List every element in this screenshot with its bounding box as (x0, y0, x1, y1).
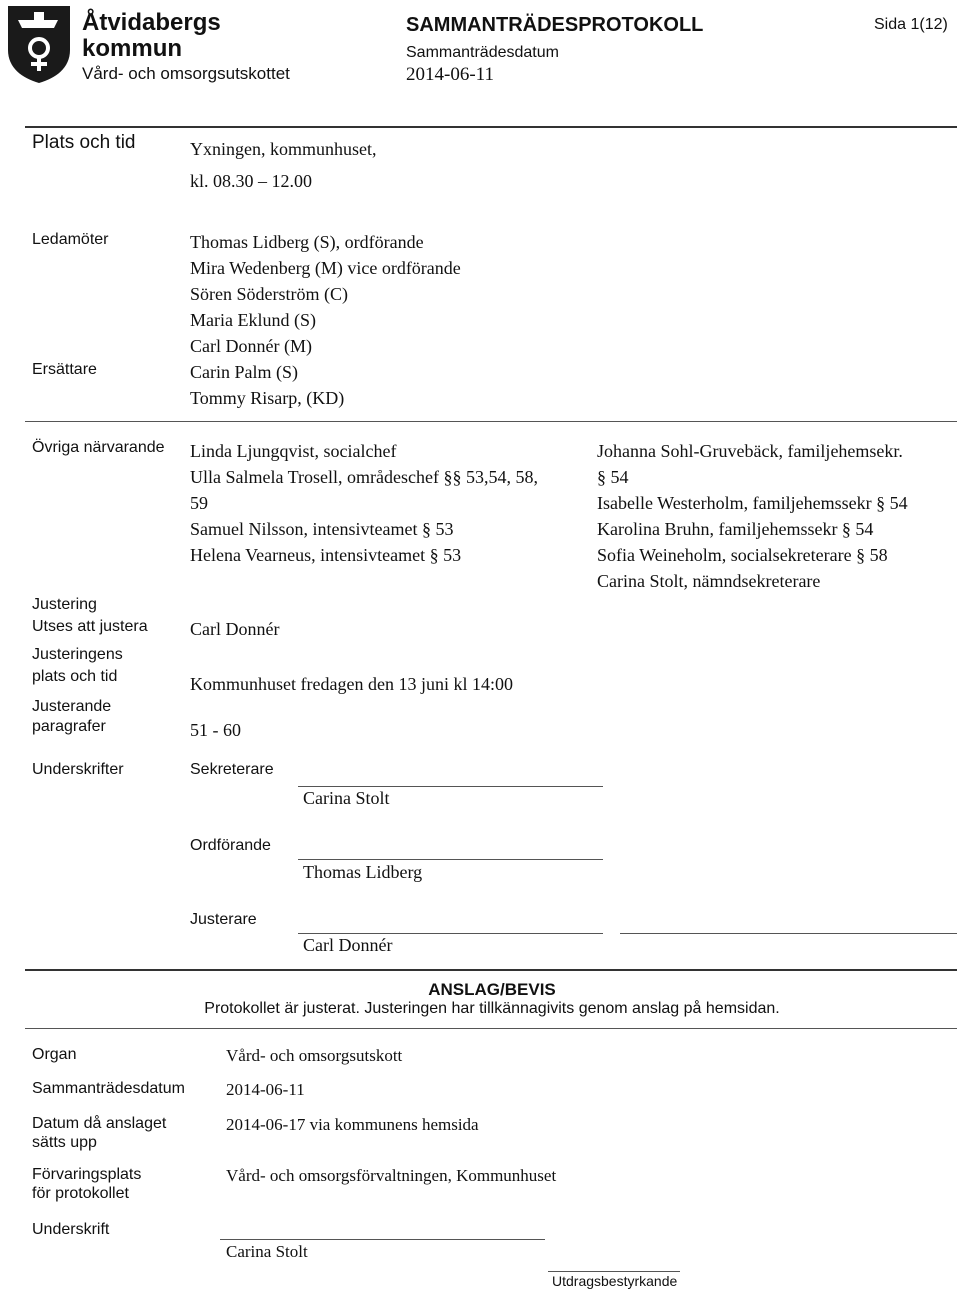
signatures-divider (25, 969, 957, 971)
chair-name: Thomas Lidberg (303, 862, 423, 882)
others-column-1 (190, 438, 538, 568)
member-list (190, 229, 461, 411)
notice-date-value: 2014-06-11 (226, 1080, 305, 1099)
time-line: kl. 08.30 – 12.00 (190, 171, 313, 191)
notice-divider (25, 1028, 957, 1029)
notice-signature-name: Carina Stolt (226, 1242, 308, 1261)
member-name: Maria Eklund (S) (190, 310, 316, 330)
member-name: Sören Söderström (C) (190, 284, 348, 304)
doc-title: SAMMANTRÄDESPROTOKOLL (406, 14, 704, 36)
attendee: Sofia Weineholm, socialsekreterare § 58 (597, 545, 888, 565)
committee-name: Vård- och omsorgsutskottet (82, 64, 290, 83)
header-date-value: 2014-06-11 (406, 64, 494, 85)
attendee: Carina Stolt, nämndsekreterare (597, 571, 821, 591)
secretary-name: Carina Stolt (303, 788, 390, 808)
chair-signature-line (298, 859, 603, 860)
org-name-line1: Åtvidabergs (82, 9, 221, 36)
adjuster-signature-line (298, 933, 603, 934)
organ-label: Organ (32, 1046, 77, 1063)
members-label: Ledamöter (32, 231, 109, 248)
member-name: Carl Donnér (M) (190, 336, 312, 356)
place-line-1: Yxningen, kommunhuset, (190, 139, 377, 159)
attendee: Johanna Sohl-Gruvebäck, familjehemsekr. (597, 441, 903, 461)
others-label: Övriga närvarande (32, 439, 165, 456)
header-date-label: Sammanträdesdatum (406, 44, 559, 61)
secretary-signature-line (298, 786, 603, 787)
attendee: Ulla Salmela Trosell, områdeschef §§ 53,54, 58, (190, 467, 538, 487)
page-number: Sida 1(12) (874, 16, 948, 33)
adjuster-name: Carl Donnér (303, 935, 393, 955)
notice-signature-label: Underskrift (32, 1221, 110, 1238)
adjustment-place-label-2: plats och tid (32, 668, 118, 685)
signatures-label: Underskrifter (32, 761, 124, 778)
members-divider (25, 421, 957, 422)
footer-line (548, 1271, 680, 1272)
header-divider (25, 126, 957, 128)
attendee: Isabelle Westerholm, familjehemssekr § 54 (597, 493, 908, 513)
notice-signature-line (220, 1239, 545, 1240)
adjustment-place: Kommunhuset fredagen den 13 juni kl 14:00 (190, 674, 513, 694)
organ-value: Vård- och omsorgsutskott (226, 1046, 403, 1065)
member-name: Mira Wedenberg (M) vice ordförande (190, 258, 461, 278)
place-time-label: Plats och tid (32, 132, 136, 153)
notice-title: ANSLAG/BEVIS (428, 980, 556, 999)
attendee: Linda Ljungqvist, socialchef (190, 441, 397, 461)
secretary-label: Sekreterare (190, 761, 274, 778)
atvidaberg-crest-icon (6, 4, 72, 84)
adjuster-label: Justerare (190, 911, 257, 928)
attendee: Helena Vearneus, intensivteamet § 53 (190, 545, 462, 565)
paragraphs-label-2: paragrafer (32, 718, 106, 735)
org-name-line2: kommun (82, 35, 183, 62)
attendee: § 54 (597, 467, 629, 487)
adjustment-heading: Justering (32, 596, 97, 613)
logo (6, 4, 72, 84)
member-name: Carin Palm (S) (190, 362, 298, 382)
member-name: Tommy Risarp, (KD) (190, 388, 345, 408)
chair-label: Ordförande (190, 837, 271, 854)
substitutes-label: Ersättare (32, 361, 97, 378)
posted-value: 2014-06-17 via kommunens hemsida (226, 1115, 479, 1134)
attendee: Karolina Bruhn, familjehemssekr § 54 (597, 519, 874, 539)
attendee: Samuel Nilsson, intensivteamet § 53 (190, 519, 454, 539)
adjustment-place-label-1: Justeringens (32, 646, 123, 663)
storage-label-1: Förvaringsplats (32, 1166, 142, 1183)
adjuster-chosen: Carl Donnér (190, 619, 280, 639)
notice-text: Protokollet är justerat. Justeringen har tillkännagivits genom anslag på hemsidan. (204, 1000, 780, 1017)
attendee: 59 (190, 493, 208, 513)
paragraphs-value: 51 - 60 (190, 720, 241, 740)
posted-label-2: sätts upp (32, 1134, 97, 1151)
posted-label-1: Datum då anslaget (32, 1115, 167, 1132)
footer-label: Utdragsbestyrkande (552, 1273, 678, 1289)
adjuster-signature-line-2 (620, 933, 957, 934)
paragraphs-label-1: Justerande (32, 698, 112, 715)
others-column-2 (597, 438, 908, 594)
member-name: Thomas Lidberg (S), ordförande (190, 232, 424, 252)
adjuster-chosen-label: Utses att justera (32, 618, 148, 635)
storage-value: Vård- och omsorgsförvaltningen, Kommunhuset (226, 1166, 557, 1185)
notice-date-label: Sammanträdesdatum (32, 1080, 185, 1097)
storage-label-2: för protokollet (32, 1185, 129, 1202)
